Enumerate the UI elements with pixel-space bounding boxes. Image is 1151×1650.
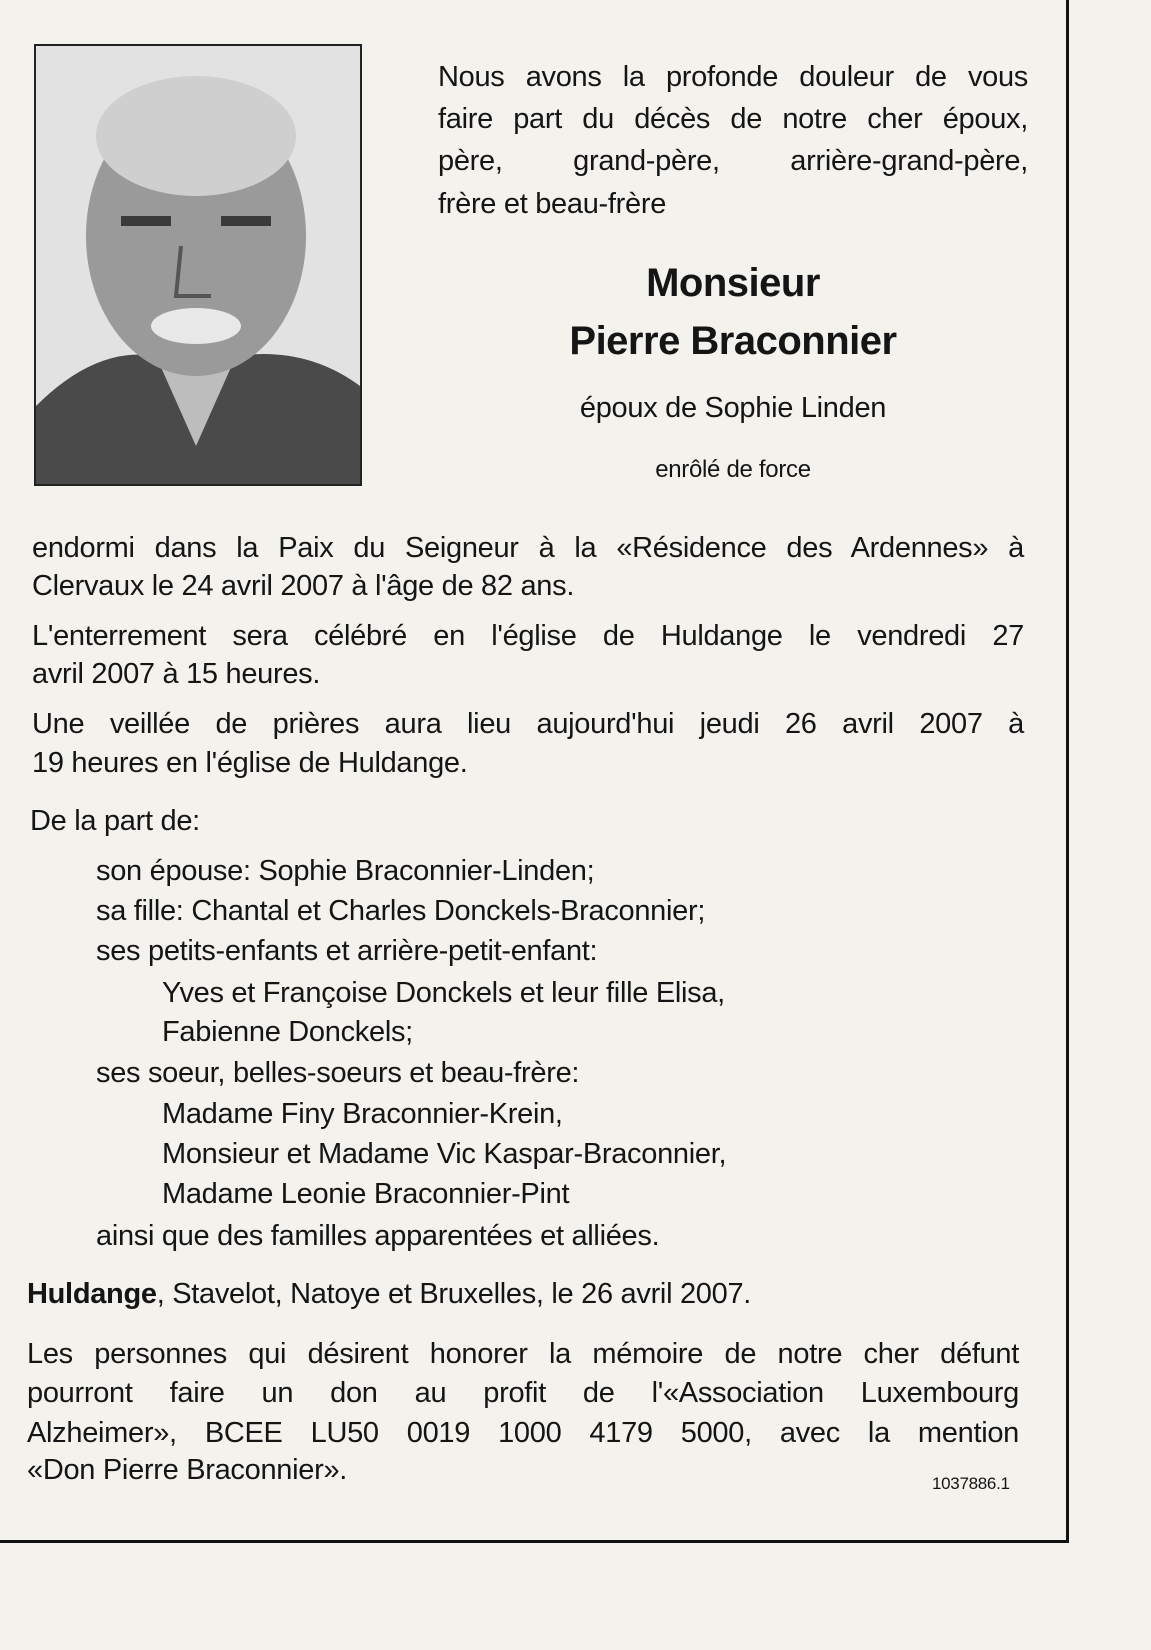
donation-line: pourront faire un don au profit de l'«Association Luxembourg <box>27 1377 1019 1409</box>
intro-line: faire part du décès de notre cher époux, <box>438 103 1028 135</box>
family-line: Yves et Françoise Donckels et leur fille Elisa, <box>162 977 725 1009</box>
family-line: sa fille: Chantal et Charles Donckels-Braconnier; <box>96 895 706 927</box>
family-line: son épouse: Sophie Braconnier-Linden; <box>96 855 595 887</box>
place-bold: Huldange <box>27 1278 157 1310</box>
family-line: Monsieur et Madame Vic Kaspar-Braconnier, <box>162 1138 727 1170</box>
intro-line: père, grand-père, arrière-grand-père, <box>438 145 1028 177</box>
deceased-title: Monsieur <box>646 261 820 305</box>
body-line: endormi dans la Paix du Seigneur à la «Résidence des Ardennes» à <box>32 532 1024 564</box>
family-line: Madame Leonie Braconnier-Pint <box>162 1178 570 1210</box>
reference-number: 1037886.1 <box>932 1474 1010 1493</box>
body-line: L'enterrement sera célébré en l'église de Huldange le vendredi 27 <box>32 620 1024 652</box>
donation-line: Les personnes qui désirent honorer la mémoire de notre cher défunt <box>27 1338 1019 1370</box>
from-label: De la part de: <box>30 805 200 837</box>
intro-line: frère et beau-frère <box>438 188 667 220</box>
frame-border-bottom <box>0 1540 1069 1543</box>
body-line: 19 heures en l'église de Huldange. <box>32 747 468 779</box>
body-line: Clervaux le 24 avril 2007 à l'âge de 82 ans. <box>32 570 575 602</box>
donation-line: Alzheimer», BCEE LU50 0019 1000 4179 5000, avec la mention <box>27 1417 1019 1449</box>
spouse-line: époux de Sophie Linden <box>579 392 887 424</box>
family-line: ses soeur, belles-soeurs et beau-frère: <box>96 1057 580 1089</box>
note-line: enrôlé de force <box>655 456 811 483</box>
body-line: avril 2007 à 15 heures. <box>32 658 321 690</box>
family-line: ainsi que des familles apparentées et alliées. <box>96 1220 660 1252</box>
portrait-photo <box>34 44 362 486</box>
family-line: Fabienne Donckels; <box>162 1016 413 1048</box>
body-line: Une veillée de prières aura lieu aujourd'hui jeudi 26 avril 2007 à <box>32 708 1024 740</box>
deceased-name: Pierre Braconnier <box>569 319 897 363</box>
family-line: ses petits-enfants et arrière-petit-enfant: <box>96 935 598 967</box>
place-date-line <box>27 1276 751 1312</box>
family-line: Madame Finy Braconnier-Krein, <box>162 1098 563 1130</box>
frame-border-right <box>1066 0 1069 1543</box>
intro-line: Nous avons la profonde douleur de vous <box>438 61 1028 93</box>
donation-line: «Don Pierre Braconnier». <box>27 1454 348 1486</box>
place-rest: , Stavelot, Natoye et Bruxelles, le 26 avril 2007. <box>156 1278 752 1310</box>
